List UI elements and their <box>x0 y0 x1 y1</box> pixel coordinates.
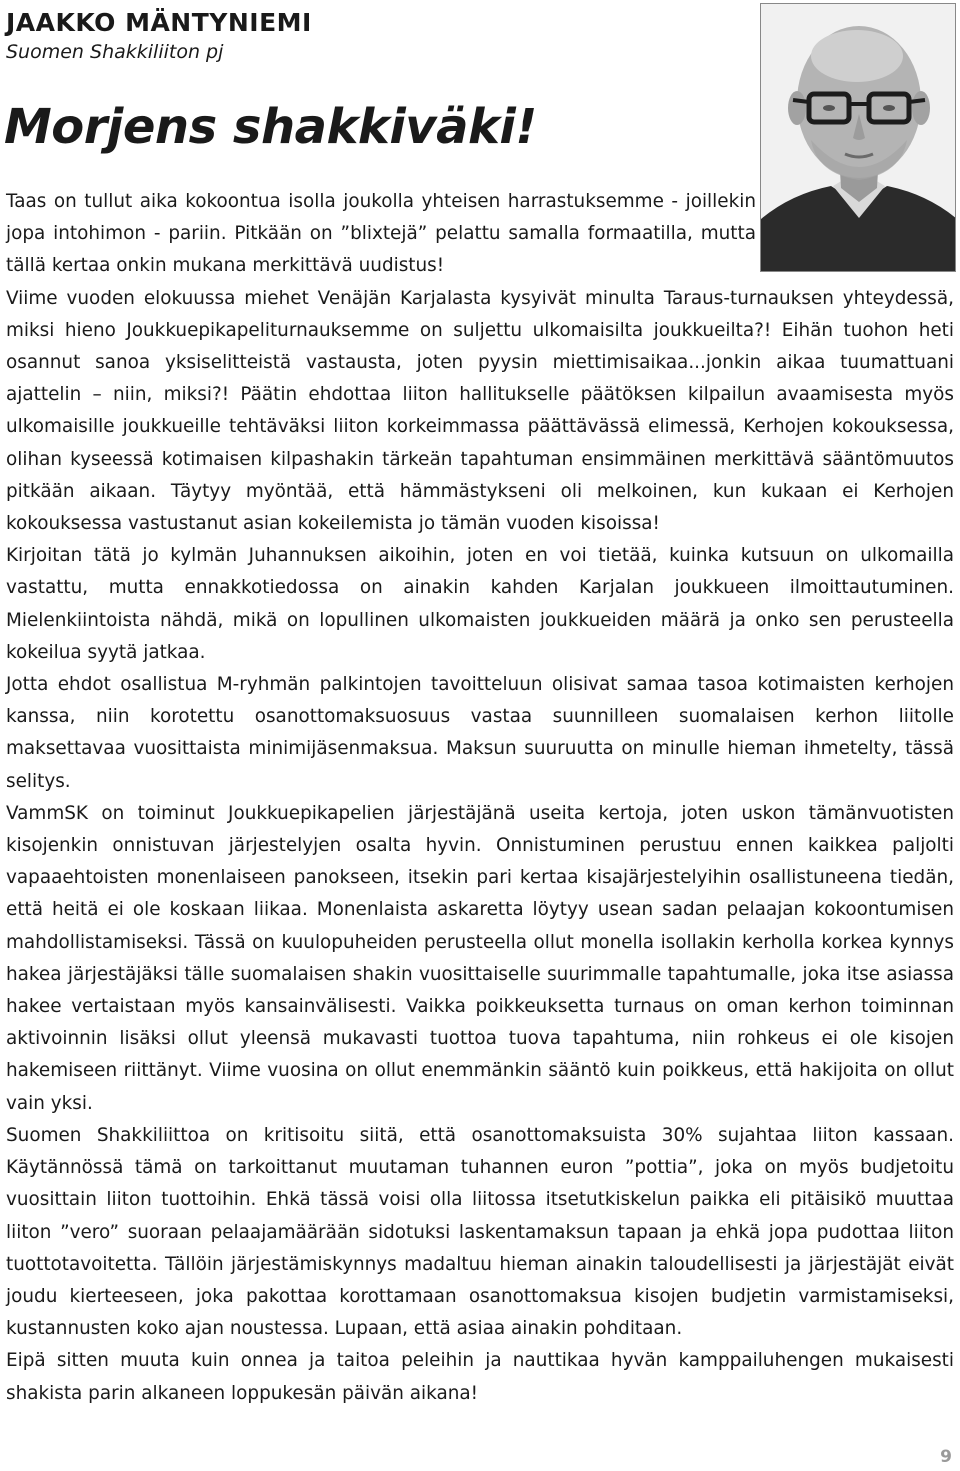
article-paragraph: Viime vuoden elokuussa miehet Venäjän Karjalasta kysyivät minulta Taraus-turnauksen yhteydessä, miksi hieno Joukkuepikapeliturnauksemme on suljettu ulkomaisilta joukkueilta?! Eihän tuohon heti osannut sanoa yksiselitteistä vastausta, joten pyysin miettimisaikaa...jonkin aikaa tuumattuani ajattelin – niin, miksi?! Päätin ehdottaa liiton hallitukselle päätöksen kilpailun avaamisesta myös ulkomaisille joukkueille tehtäväksi liiton korkeimmassa päättävässä elimessä, Kerhojen kokouksessa, olihan kyseessä kotimaisen kilpashakin tärkeän tapahtuman ensimmäinen merkittävä sääntömuutos pitkään aikaan. Täytyy myöntää, että hämmästykseni oli melkoinen, kun kukaan ei Kerhojen kokouksessa vastustanut asian kokeilemista jo tämän vuoden kisoissa! <box>6 287 954 535</box>
article-paragraph: Kirjoitan tätä jo kylmän Juhannuksen aikoihin, joten en voi tietää, kuinka kutsuun on ulkomailla vastattu, mutta ennakkotiedossa on ainakin kahden Karjalan joukkueen ilmoittautuminen. Mielenkiintoista nähdä, mikä on lopullinen ulkomaisten joukkueiden määrä ja onko sen perusteella kokeilua syytä jatkaa. <box>6 545 954 663</box>
article-paragraph: Taas on tullut aika kokoontua isolla joukolla yhteisen harrastuksemme - joillekin jopa intohimon - pariin. Pitkään on ”blixtejä” pelattu samalla formaatilla, mutta tällä kertaa onkin mukana merkittävä uudistus! <box>6 191 756 277</box>
article-paragraph: Suomen Shakkiliittoa on kritisoitu siitä, että osanottomaksuista 30% sujahtaa liiton kassaan. Käytännössä tämä on tarkoittanut muutaman tuhannen euron ”pottia”, joka on myös budjetoitu vuosittain liiton tuottoihin. Ehkä tässä voisi olla liitossa itsetutkiskelun paikka eli pitäisikö muuttaa liiton ”vero” suoraan pelaajamäärään sidotuksi laskentamaksun tapaan ja ehkä jopa pudottaa liiton tuottotavoitetta. Tällöin järjestämiskynnys madaltuu hieman ainakin taloudellisesti ja järjestäjät eivät joudu kierteeseen, joka pakottaa korottamaan osanottomaksua kisojen budjetin varmistamiseksi, kustannusten koko ajan noustessa. Lupaan, että asiaa ainakin pohditaan. <box>6 1124 954 1340</box>
article-body <box>6 186 954 1410</box>
article-paragraph: Jotta ehdot osallistua M-ryhmän palkintojen tavoitteluun olisivat samaa tasoa kotimaisten kerhojen kanssa, niin korotettu osanottomaksuosuus vastaa suunnilleen suomalaisen kerhon liitolle maksettavaa vuosittaista minimijäsenmaksua. Maksun suuruutta on minulle hieman ihmetelty, tässä selitys. <box>6 674 954 792</box>
author-block <box>6 6 746 64</box>
article-paragraph: Eipä sitten muuta kuin onnea ja taitoa peleihin ja nauttikaa hyvän kamppailuhengen mukaisesti shakista parin alkaneen loppukesän päivän aikana! <box>6 1350 954 1404</box>
page-number: 9 <box>940 1447 952 1467</box>
author-name: JAAKKO MÄNTYNIEMI <box>6 8 312 37</box>
article-paragraph: VammSK on toiminut Joukkuepikapelien järjestäjänä useita kertoja, joten uskon tämänvuotisten kisojenkin onnistuvan järjestelyjen osalta hyvin. Onnistuminen perustuu ennen kaikkea paljolti vapaaehtoisten monenlaiseen panokseen, itsekin pari kertaa kisajärjestelyihin osallistuneena tiedän, että heitä ei ole koskaan liikaa. Monenlaista askaretta löytyy usean sadan pelaajan kokoontumisen mahdollistamiseksi. Tässä on kuulopuheiden perusteella ollut monella isollakin kerholla korkea kynnys hakea järjestäjäksi tälle suomalaisen shakin vuosittaiselle suurimmalle tapahtumalle, joka itse asiassa hakee vertaistaan myös kansainvälisesti. Vaikka poikkeuksetta turnaus on oman kerhon toiminnan aktivoinnin lisäksi ollut yleensä mukavasti tuottoa tuova tapahtuma, niin rohkeus ei ole kisojen hakemiseen riittänyt. Viime vuosina on ollut enemmänkin sääntö kuin poikkeus, että hakijoita on ollut vain yksi. <box>6 802 954 1114</box>
article-headline: Morjens shakkiväki! <box>4 99 537 155</box>
author-role: Suomen Shakkiliiton pj <box>6 41 224 63</box>
